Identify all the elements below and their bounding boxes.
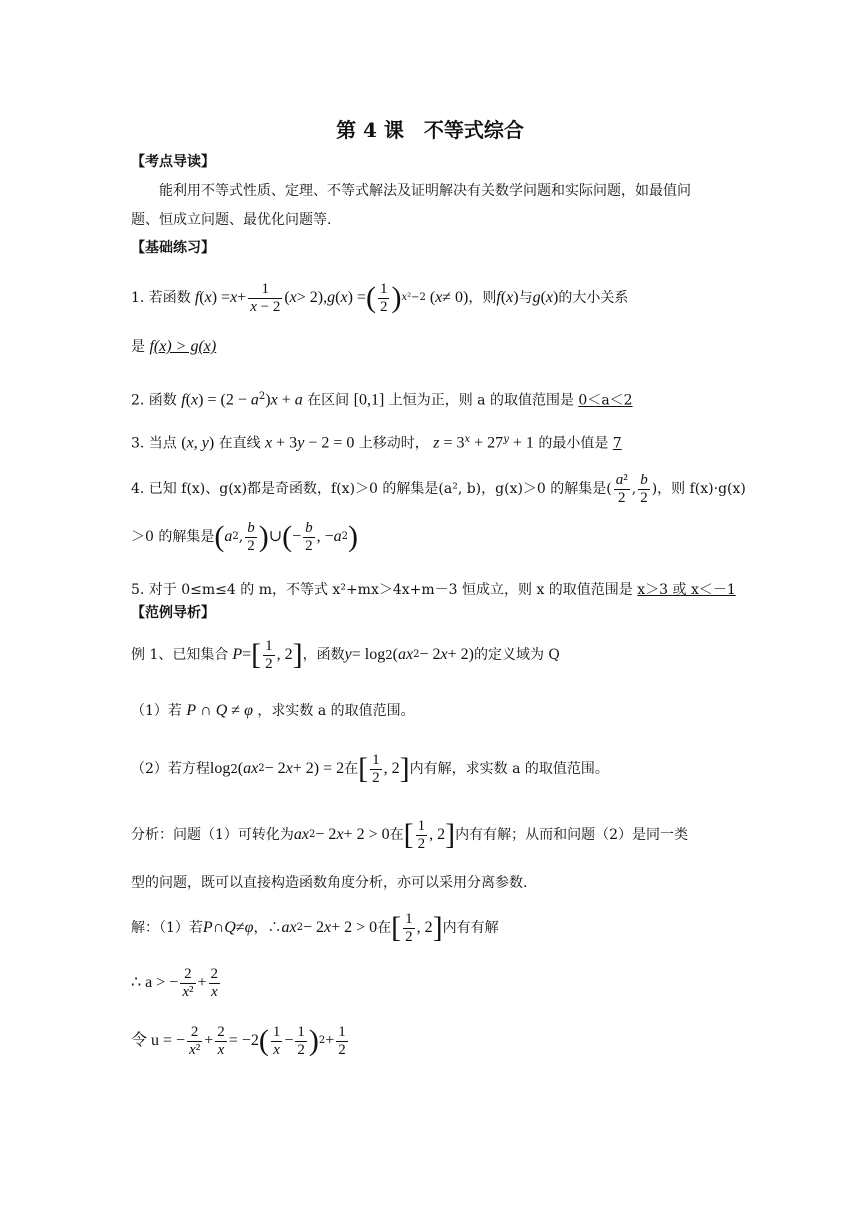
e1-suffix: 的定义域为 Q bbox=[473, 647, 560, 663]
q1-prefix: 1. 若函数 bbox=[131, 290, 191, 306]
analysis: 分析：问题（1）可转化为 ax 2 − 2 x + 2 > 0 在 [ $\frac{1}{2}$ , 2 ] 内有有解；从而和问题（2）是同一类 bbox=[131, 817, 688, 852]
part-2: （2）若方程 log 2 ( ax 2 − 2 x + 2) = 2 在 [ $\frac{1}{2}$ , 2 ] 内有解，求实数 a 的取值范围。 bbox=[131, 751, 609, 786]
part-1: （1）若 P ∩ Q ≠ φ ，求实数 a 的取值范围。 bbox=[131, 702, 415, 719]
q3-prefix: 3. 当点 bbox=[131, 435, 177, 452]
solution-step-1: ∴ a > − $\frac{2}{\text{x²}}$ + $\frac{2}{x}$ bbox=[131, 965, 219, 1000]
q4-suffix: )，则 f(x)·g(x) bbox=[651, 481, 746, 497]
e1-mid: ，函数 bbox=[302, 647, 345, 663]
p1-suffix: ，求实数 a 的取值范围。 bbox=[257, 703, 415, 719]
basic-heading: 【基础练习】 bbox=[131, 240, 215, 256]
q1-line2-prefix: 是 bbox=[131, 339, 145, 355]
analysis-mid: 在 bbox=[389, 827, 404, 843]
q1-mid: ，则 bbox=[468, 290, 497, 306]
q5-text: 5. 对于 0≤m≤4 的 m，不等式 x²+mx＞4x+m－3 恒成立，则 x 的取值范围是 bbox=[131, 582, 633, 598]
question-1-line-2 bbox=[131, 337, 735, 357]
page-title: 第 4 课 不等式综合 bbox=[336, 118, 524, 142]
sol-prefix: 解：（1）若 bbox=[131, 920, 203, 936]
sol-suffix: 内有有解 bbox=[442, 920, 499, 936]
step1-prefix: ∴ a > − bbox=[131, 974, 179, 991]
question-2: 2. 函数 $f(x) = (2 - a^2)x + a$ 在区间 [0,1] 上恒为正，则 a 的取值范围是 0＜a＜2 bbox=[131, 391, 633, 409]
e1-prefix: 例 1、已知集合 bbox=[131, 647, 229, 663]
q3-answer: 7 bbox=[612, 435, 622, 452]
q1-and: 与 bbox=[518, 290, 533, 306]
analysis-prefix: 分析：问题（1）可转化为 bbox=[131, 827, 294, 843]
question-3: 3. 当点 (x, y) 在直线 x + 3y − 2 = 0 上移动时， $z = 3^x + 27^y + 1$ 的最小值是 7 bbox=[131, 434, 622, 452]
guide-text-line-2: 题、恒成立问题、最优化问题等. bbox=[131, 212, 332, 228]
p2-prefix: （2）若方程 bbox=[131, 761, 210, 777]
q4-line2-prefix: ＞0 的解集是 bbox=[131, 529, 215, 545]
p2-suffix: 内有解，求实数 a 的取值范围。 bbox=[409, 761, 609, 777]
example-heading: 【范例导析】 bbox=[131, 605, 215, 621]
sol-mid2: 在 bbox=[377, 920, 392, 936]
q2-prefix: 2. 函数 bbox=[131, 392, 177, 409]
q4-text: 4. 已知 f(x)、g(x)都是奇函数，f(x)＞0 的解集是(a², b)，g(x)＞0 的解集是( bbox=[131, 481, 612, 497]
question-1: 1. 若函数 f ( x ) = x + $\frac{1}{x - 2}$ ( x > 2), g ( x ) = ( $\frac{1}{2}$ ) x²−2 ( x ≠ 0) ，则 f ( x ) 与 g ( x ) 的大小关系 bbox=[131, 280, 629, 315]
example-1: 例 1、已知集合 P = [ $\frac{1}{2}$ , 2 ] ，函数 y = log 2 ( ax 2 − 2 x + 2) 的定义域为 Q bbox=[131, 637, 560, 672]
question-4-line-2: ＞0 的解集是 ( a 2 , $\frac{b}{2}$ ) ∪ ( − $\frac{b}{2}$ , − a 2 ) bbox=[131, 519, 359, 554]
q1-fx: f bbox=[190, 289, 200, 306]
q2-answer: 0＜a＜2 bbox=[578, 392, 633, 409]
analysis-suffix: 内有有解；从而和问题（2）是同一类 bbox=[455, 827, 688, 843]
analysis-line-2: 型的问题，既可以直接构造函数角度分析，亦可以采用分离参数. bbox=[131, 875, 528, 891]
step2-prefix: 令 u = − bbox=[131, 1032, 186, 1049]
q3-mid: 在直线 bbox=[218, 435, 261, 452]
sol-mid: ，∴ bbox=[253, 920, 282, 936]
p1-prefix: （1）若 bbox=[131, 703, 182, 719]
question-5 bbox=[131, 580, 735, 600]
q1-answer: f(x) > g(x) bbox=[149, 338, 217, 355]
q1-fraction: $\frac{1}{x - 2}$ bbox=[250, 280, 281, 315]
q1-suffix: 的大小关系 bbox=[558, 290, 629, 306]
q2-mid: 在区间 bbox=[307, 392, 350, 409]
q2-suffix: 上恒为正，则 a 的取值范围是 bbox=[388, 392, 574, 409]
solution-step-2: 令 u = − $\frac{2}{\text{x²}}$ + $\frac{2}{x}$ = −2 ( $\frac{1}{x}$ − $\frac{1}{2}$ ) 2 + $\frac{1}{2}$ bbox=[131, 1023, 346, 1058]
solution-line-1: 解：（1）若 P ∩ Q ≠ φ ，∴ ax 2 − 2 x + 2 > 0 在 [ $\frac{1}{2}$ , 2 ] 内有有解 bbox=[131, 910, 499, 945]
q3-mid2: 上移动时， bbox=[358, 435, 429, 452]
q3-suffix: 的最小值是 bbox=[538, 435, 609, 452]
guide-heading: 【考点导读】 bbox=[131, 154, 215, 170]
q5-answer: x＞3 或 x＜－1 bbox=[637, 582, 736, 598]
guide-text-line-1: 能利用不等式性质、定理、不等式解法及证明解决有关数学问题和实际问题，如最值问 bbox=[159, 183, 691, 199]
p2-mid: 在 bbox=[344, 761, 359, 777]
question-4: 4. 已知 f(x)、g(x)都是奇函数，f(x)＞0 的解集是(a², b)，g(x)＞0 的解集是( $\frac{\text{a²}}{2}$ , $\frac{b}{2}$ )，则 f(x)·g(x) bbox=[131, 471, 746, 506]
